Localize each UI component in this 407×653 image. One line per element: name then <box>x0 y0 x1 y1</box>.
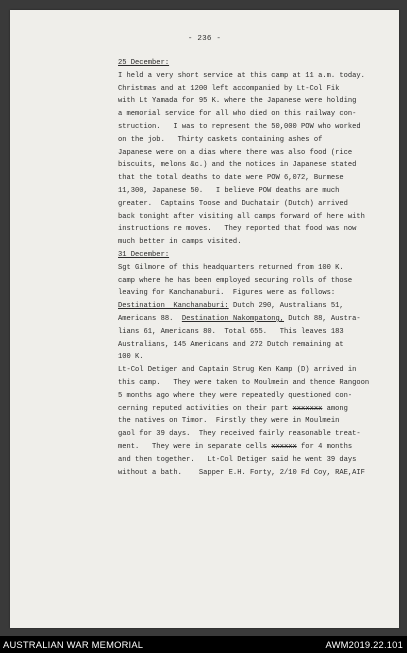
text-fragment: ment. They were in separate cells <box>118 442 272 451</box>
text-line: greater. Captains Toose and Duchatair (Dutch) arrived <box>118 199 348 208</box>
text-line: Christmas and at 1200 left accompanied by Lt-Col Fik <box>118 84 340 93</box>
text-line-struck-2 <box>118 441 390 454</box>
text-line: biscuits, melons &c.) and the notices in Japanese stated <box>118 161 357 170</box>
struck-out-word: xxxxxxx <box>292 404 323 413</box>
footer-organization: AUSTRALIAN WAR MEMORIAL <box>3 639 144 650</box>
text-line: that the total deaths to date were POW 6,072, Burmese <box>118 174 344 183</box>
footer-reference-id: AWM2019.22.101 <box>325 639 403 650</box>
text-line: 100 K. <box>118 353 144 362</box>
text-line: without a bath. Sapper E.H. Forty, 2/10 Fd Coy, RAE,AIF <box>118 468 365 477</box>
text-fragment: among <box>322 404 348 413</box>
footer-bar <box>0 636 407 653</box>
text-line: with Lt Yamada for 95 K. where the Japanese were holding <box>118 97 357 106</box>
text-line: Sgt Gilmore of this headquarters returned from 100 K. <box>118 263 344 272</box>
text-line: 5 months ago where they were repeatedly questioned con- <box>118 391 353 400</box>
text-line: much better in camps visited. <box>118 238 242 247</box>
text-line: instructions re moves. They reported that food was now <box>118 225 357 234</box>
text-line: gaol for 39 days. They received fairly reasonable treat- <box>118 430 361 439</box>
text-line: leaving for Kanchanaburi. Figures were as follows: <box>118 289 336 298</box>
text-line: on the job. Thirty caskets containing ashes of <box>118 135 323 144</box>
text-line: camp where he has been employed securing rolls of those <box>118 276 353 285</box>
text-line: a memorial service for all who died on this railway con- <box>118 110 357 119</box>
text-line: Japanese were on a dias where there was also food (rice <box>118 148 353 157</box>
destination-kanchanaburi-label: Destination Kanchanaburi: <box>118 302 229 311</box>
section-heading-25-december: 25 December: <box>118 59 170 67</box>
text-line: lians 61, Americans 80. Total 655. This leaves 183 <box>118 327 344 336</box>
text-line: 11,300, Japanese 50. I believe POW deaths are much <box>118 186 340 195</box>
typed-text-body <box>118 57 390 479</box>
text-fragment: for 4 months <box>296 442 353 451</box>
text-line: struction. I was to represent the 50,000 POW who worked <box>118 122 361 131</box>
text-line: this camp. They were taken to Moulmein and thence Rangoon <box>118 378 370 387</box>
text-line: and then together. Lt-Col Detiger said he went 39 days <box>118 455 357 464</box>
destination-nakompatong-figures: Dutch 88, Austra- <box>284 314 361 323</box>
text-line: I held a very short service at this camp at 11 a.m. today. <box>118 71 365 80</box>
struck-out-word: xxxxxx <box>271 442 297 451</box>
text-fragment: cerning reputed activities on their part <box>118 404 293 413</box>
text-line: back tonight after visiting all camps forward of here with <box>118 212 365 221</box>
text-line: Lt-Col Detiger and Captain Strug Ken Kamp (D) arrived in <box>118 366 357 375</box>
text-line: Australians, 145 Americans and 272 Dutch remaining at <box>118 340 344 349</box>
destination-kanchanaburi-figures: Dutch 290, Australians 51, <box>228 302 344 311</box>
typed-page <box>10 10 399 628</box>
destination-nakompatong-label: Destination Nakompatong, <box>181 314 285 323</box>
text-line-struck-1 <box>118 403 390 416</box>
section-heading-31-december: 31 December: <box>118 250 170 259</box>
americans-figure: Americans 88. <box>118 314 182 323</box>
text-line-destination-2 <box>118 313 390 326</box>
text-line: the natives on Timor. Firstly they were in Moulmein <box>118 417 340 426</box>
page-number: - 236 - <box>187 35 222 43</box>
text-line-destination-1 <box>118 300 390 313</box>
